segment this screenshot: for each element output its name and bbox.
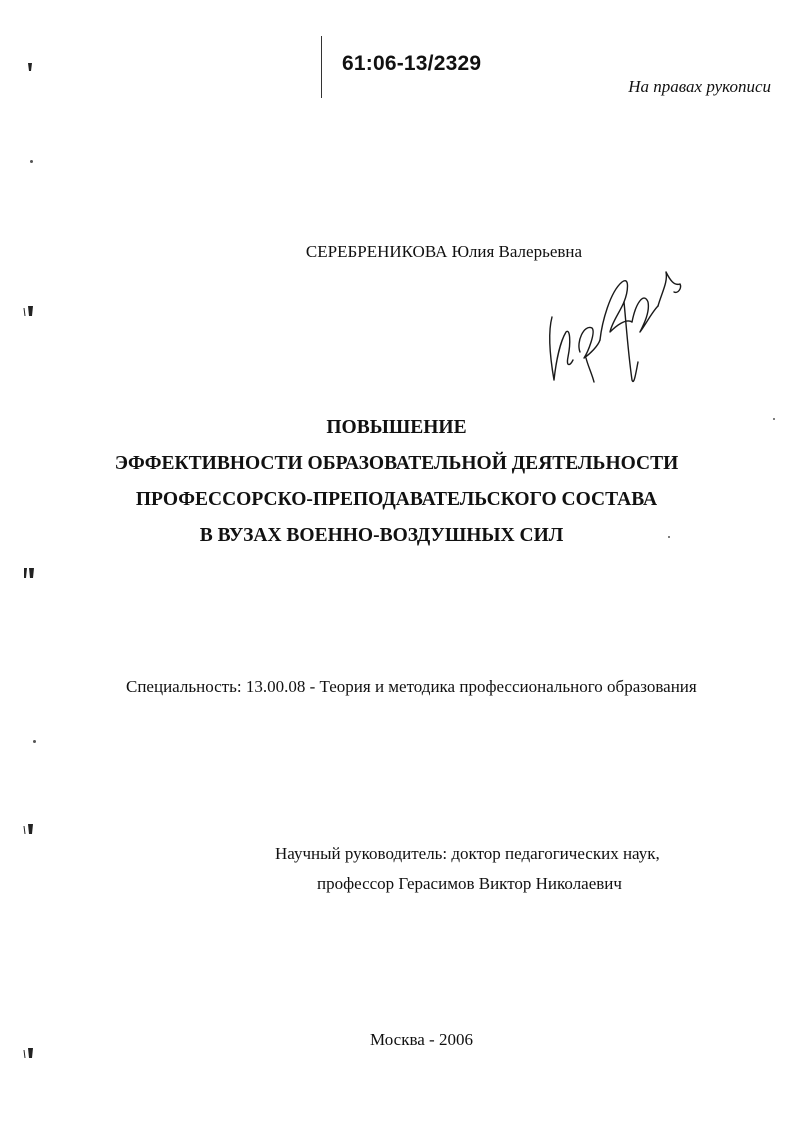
supervisor-line-1: Научный руководитель: доктор педагогических наук, [275,844,660,863]
supervisor-line-2: профессор Герасимов Виктор Николаевич [317,874,622,893]
scan-speck [30,160,33,163]
stamp-divider-line [321,36,322,98]
handwritten-signature-icon [540,262,690,392]
title-line: ПРОФЕССОРСКО-ПРЕПОДАВАТЕЛЬСКОГО СОСТАВА [135,489,658,510]
city-year: Москва - 2006 [370,1030,473,1049]
punch-hole-mark-icon [20,822,38,836]
punch-hole-mark-icon [20,1046,38,1060]
supervisor-block [275,839,660,899]
dissertation-title [0,410,793,554]
punch-hole-mark-icon [20,60,38,74]
scan-speck [773,418,775,420]
registration-number: 61:06-13/2329 [342,52,482,75]
scan-speck [33,740,36,743]
rights-note: На правах рукописи [628,77,771,96]
author-name: СЕРЕБРЕНИКОВА Юлия Валерьевна [305,242,583,261]
title-line: В ВУЗАХ ВОЕННО-ВОЗДУШНЫХ СИЛ [199,525,564,546]
punch-hole-mark-icon [20,304,38,318]
scan-speck [668,536,670,538]
punch-hole-mark-icon [20,566,38,580]
specialty-line: Специальность: 13.00.08 - Теория и методика профессионального образования [126,677,697,696]
title-line: ЭФФЕКТИВНОСТИ ОБРАЗОВАТЕЛЬНОЙ ДЕЯТЕЛЬНОСТИ [114,453,679,474]
title-line: ПОВЫШЕНИЕ [326,417,467,438]
